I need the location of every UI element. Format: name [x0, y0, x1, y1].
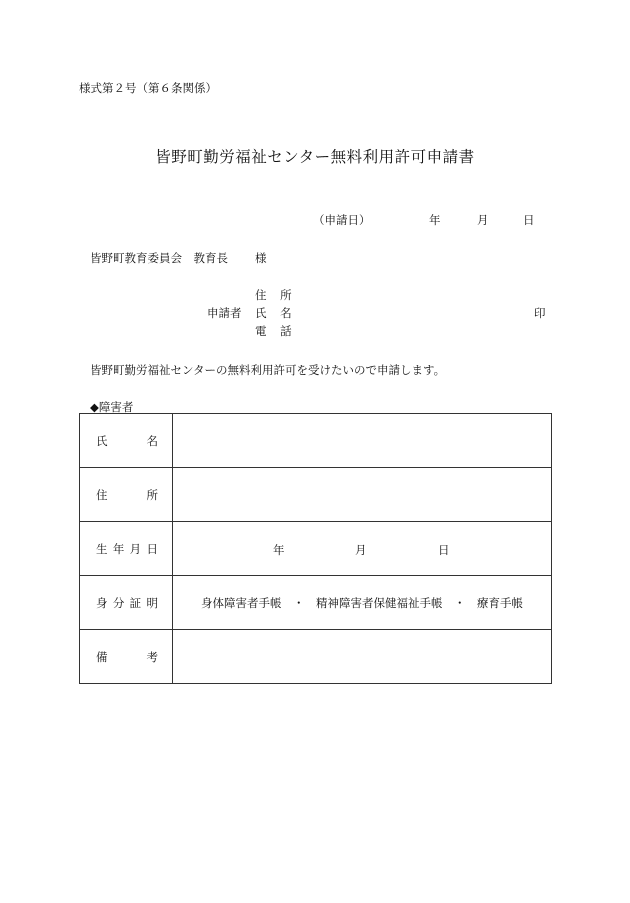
- label-char: 住: [96, 487, 108, 502]
- table-row-address: [80, 468, 552, 522]
- application-date-year: 年: [429, 213, 441, 227]
- form-number: 様式第２号（第６条関係）: [79, 81, 217, 95]
- name-value-cell[interactable]: [173, 414, 552, 468]
- applicant-name-label: 氏 名: [255, 306, 297, 320]
- application-statement: 皆野町勤労福祉センターの無料利用許可を受けたいので申請します。: [90, 363, 446, 377]
- label-char: 名: [146, 433, 158, 448]
- birthdate-day: 日: [438, 543, 450, 557]
- identification-options[interactable]: 身体障害者手帳 ・ 精神障害者保健福祉手帳 ・ 療育手帳: [173, 576, 552, 630]
- table-row-birthdate: [80, 522, 552, 576]
- document-title: 皆野町勤労福祉センター無料利用許可申請書: [155, 148, 475, 166]
- row-label-address: [80, 468, 173, 522]
- row-label-birthdate: [80, 522, 173, 576]
- label-char: 氏: [96, 433, 108, 448]
- birthdate-year: 年: [273, 543, 285, 557]
- remarks-value-cell[interactable]: [173, 630, 552, 684]
- section-heading-disabled-person: ◆障害者: [90, 400, 134, 414]
- row-label-remarks: [80, 630, 173, 684]
- label-char: 明: [146, 595, 158, 610]
- applicant-phone-label: 電 話: [255, 324, 297, 338]
- row-label-name: [80, 414, 173, 468]
- table-row-remarks: [80, 630, 552, 684]
- application-date-day: 日: [523, 213, 535, 227]
- label-char: 所: [146, 487, 158, 502]
- applicant-label: 申請者: [207, 306, 242, 320]
- label-char: 備: [96, 649, 108, 664]
- recipient-name: 皆野町教育委員会 教育長: [90, 251, 228, 265]
- row-label-identification: [80, 576, 173, 630]
- address-value-cell[interactable]: [173, 468, 552, 522]
- label-char: 証: [129, 595, 142, 610]
- disabled-person-table: [79, 413, 552, 684]
- birthdate-month: 月: [355, 543, 367, 557]
- label-char: 生: [96, 541, 108, 556]
- birthdate-value-cell[interactable]: [173, 522, 552, 576]
- table-row-name: [80, 414, 552, 468]
- label-char: 月: [129, 541, 142, 556]
- application-date-label: （申請日）: [313, 213, 371, 227]
- label-char: 身: [96, 595, 108, 610]
- applicant-address-label: 住 所: [255, 288, 297, 302]
- label-char: 日: [146, 541, 158, 556]
- label-char: 分: [112, 595, 125, 610]
- label-char: 年: [112, 541, 125, 556]
- seal-mark: 印: [534, 306, 546, 320]
- table-row-identification: [80, 576, 552, 630]
- application-date-month: 月: [477, 213, 489, 227]
- recipient-honorific: 様: [255, 251, 267, 265]
- label-char: 考: [146, 649, 158, 664]
